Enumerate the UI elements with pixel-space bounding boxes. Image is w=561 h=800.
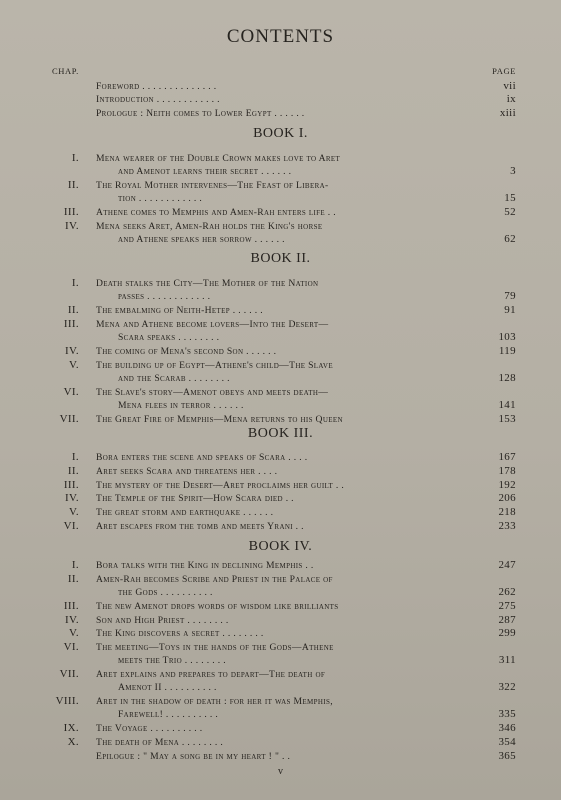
entry-title	[96, 318, 468, 344]
entry-page: 128	[498, 371, 516, 384]
entry-page: ix	[506, 93, 516, 106]
chapter-entry	[48, 722, 516, 735]
entry-page: 178	[498, 464, 516, 477]
entry-page: 62	[504, 232, 516, 245]
entry-title	[96, 277, 468, 303]
entry-page: 79	[504, 290, 516, 303]
chapter-entry	[48, 614, 516, 627]
chapter-number: VII.	[59, 412, 79, 425]
entry-title-line: The new Amenot drops words of wisdom like brilliants	[96, 600, 339, 612]
entry-title-line: The Voyage . . . . . . . . . .	[96, 723, 203, 735]
chapter-number: IV.	[65, 492, 79, 505]
entry-page: 262	[498, 585, 516, 598]
entry-page: 206	[498, 492, 516, 505]
chapter-entry	[48, 386, 516, 412]
entry-title-line: The Temple of the Spirit—How Scara died . .	[96, 493, 294, 505]
entry-title-line: and Amenot learns their secret . . . . . .	[118, 166, 292, 178]
chapter-entry	[48, 413, 516, 426]
entry-title	[96, 107, 468, 120]
chapter-entry	[48, 179, 516, 205]
chapter-number: I.	[71, 277, 79, 289]
chapter-entry	[48, 359, 516, 385]
entry-title-line: Aret seeks Scara and threatens her . . . .	[96, 465, 278, 477]
entry-title	[96, 479, 468, 492]
entry-title	[96, 413, 468, 426]
entry-title-line: Death stalks the City—The Mother of the Nation	[96, 278, 319, 289]
chapter-number: VIII.	[55, 695, 79, 708]
entry-page: 218	[498, 506, 516, 519]
entry-title-line: and the Scarab . . . . . . . .	[118, 372, 230, 384]
entry-title	[96, 152, 468, 178]
book-heading: BOOK IV.	[248, 539, 313, 554]
chapter-entry	[48, 304, 516, 317]
entry-title	[96, 506, 468, 519]
entry-title	[96, 641, 468, 667]
entry-page: 354	[498, 736, 516, 748]
entry-page: 192	[498, 478, 516, 491]
page-number: v	[278, 766, 283, 777]
entry-page: 275	[498, 599, 516, 612]
entry-page: 233	[498, 520, 516, 532]
chapter-entry	[48, 277, 516, 303]
entry-title-line: Epilogue : " May a song be in my heart ! " . .	[96, 750, 291, 762]
entry-page: 299	[498, 627, 516, 640]
entry-title-line: The mystery of the Desert—Aret proclaims her guilt . .	[96, 479, 345, 491]
entry-title-line: Bora talks with the King in declining Memphis . .	[96, 560, 314, 571]
entry-title	[96, 465, 468, 478]
chapter-number: II.	[67, 464, 79, 477]
entry-page: vii	[503, 80, 516, 92]
entry-title-line: Mena seeks Aret, Amen-Rah holds the King's horse	[96, 220, 323, 232]
entry-title	[96, 573, 468, 599]
entry-page: 153	[498, 412, 516, 425]
entry-title-line: The great storm and earthquake . . . . . .	[96, 507, 274, 519]
chapter-entry	[48, 506, 516, 519]
chapter-number: VI.	[63, 641, 79, 654]
chapter-entry	[48, 520, 516, 533]
entry-title	[96, 345, 468, 358]
entry-title	[96, 492, 468, 505]
entry-title	[96, 359, 468, 385]
entry-page: 119	[498, 344, 516, 357]
chapter-entry	[48, 695, 516, 721]
chapter-number: III.	[63, 599, 79, 612]
entry-title-line: Son and High Priest . . . . . . . .	[96, 614, 229, 626]
chapter-number: IX.	[63, 722, 79, 735]
chapter-number: IV.	[65, 344, 79, 357]
chapter-number: I.	[71, 559, 79, 571]
entry-title-line: Introduction . . . . . . . . . . . .	[96, 94, 220, 106]
entry-page: 365	[498, 749, 516, 762]
entry-title	[96, 750, 468, 763]
chapter-number: II.	[67, 572, 79, 585]
chapter-number: X.	[67, 736, 79, 748]
chapter-entry	[48, 559, 516, 572]
entry-title-line: The King discovers a secret . . . . . . . .	[96, 628, 264, 640]
chapter-entry	[48, 206, 516, 219]
page-column-header: PAGE	[492, 66, 516, 76]
entry-page: 103	[498, 330, 516, 343]
entry-title-line: Aret in the shadow of death : for her it was Memphis,	[96, 696, 333, 708]
entry-page: 141	[498, 398, 516, 411]
chapter-number: III.	[63, 317, 79, 330]
entry-title-line: The death of Mena . . . . . . . .	[96, 737, 224, 748]
chapter-entry	[48, 573, 516, 599]
entry-title-line: Mena and Athene become lovers—Into the Desert—	[96, 318, 329, 330]
book-heading: BOOK II.	[250, 251, 311, 266]
chapter-entry	[48, 641, 516, 667]
entry-title	[96, 80, 468, 93]
entry-title-line: The meeting—Toys in the hands of the Gods—Athene	[96, 642, 334, 654]
chap-column-header: CHAP.	[52, 66, 79, 76]
entry-title-line: The Royal Mother intervenes—The Feast of Libera-	[96, 180, 329, 191]
chapter-entry	[48, 736, 516, 749]
entry-title-line: Mena flees in terror . . . . . .	[118, 399, 244, 411]
entry-title	[96, 93, 468, 106]
entry-title	[96, 559, 468, 572]
entry-title	[96, 386, 468, 412]
entry-title-line: The embalming of Neith-Hetep . . . . . .	[96, 305, 263, 316]
chapter-entry	[48, 479, 516, 492]
entry-title-line: Amen-Rah becomes Scribe and Priest in the Palace of	[96, 573, 333, 585]
entry-title-line: Athene comes to Memphis and Amen-Rah enters life . .	[96, 207, 337, 218]
entry-title	[96, 627, 468, 640]
chapter-entry	[48, 220, 516, 246]
entry-title	[96, 695, 468, 721]
entry-title	[96, 736, 468, 749]
entry-title-line: Prologue : Neith comes to Lower Egypt . . . . . .	[96, 107, 305, 119]
chapter-entry	[48, 627, 516, 640]
entry-page: xiii	[499, 106, 516, 119]
entry-title	[96, 206, 468, 219]
entry-title-line: the Gods . . . . . . . . . .	[118, 587, 213, 598]
chapter-number: V.	[69, 627, 79, 640]
entry-page: 322	[498, 681, 516, 694]
entry-title-line: tion . . . . . . . . . . . .	[118, 193, 203, 205]
chapter-number: IV.	[65, 613, 79, 626]
entry-title-line: meets the Trio . . . . . . . .	[118, 655, 226, 667]
entry-title	[96, 520, 468, 533]
entry-title-line: Foreword . . . . . . . . . . . . . .	[96, 81, 217, 92]
entry-title-line: and Athene speaks her sorrow . . . . . .	[118, 234, 285, 245]
chapter-entry	[48, 345, 516, 358]
entry-title	[96, 722, 468, 735]
chapter-entry	[48, 600, 516, 613]
entry-title	[96, 668, 468, 694]
entry-page: 247	[498, 559, 516, 571]
chapter-number: I.	[71, 451, 79, 463]
chapter-entry	[48, 318, 516, 344]
chapter-number: II.	[67, 179, 79, 191]
chapter-number: III.	[63, 478, 79, 491]
chapter-number: II.	[67, 304, 79, 316]
entry-page: 91	[504, 304, 516, 316]
chapter-number: III.	[63, 206, 79, 218]
entry-page: 335	[498, 708, 516, 721]
entry-title-line: Aret explains and prepares to depart—The death of	[96, 669, 326, 681]
chapter-number: I.	[71, 152, 79, 164]
entry-page: 3	[510, 165, 516, 178]
entry-title	[96, 304, 468, 317]
chapter-entry	[48, 152, 516, 178]
chapter-number: V.	[69, 358, 79, 371]
chapter-number: VI.	[63, 520, 79, 532]
entry-title-line: Bora enters the scene and speaks of Scara . . . .	[96, 452, 308, 463]
chapter-number: IV.	[65, 219, 79, 232]
entry-page: 311	[498, 654, 516, 667]
entry-title-line: Scara speaks . . . . . . . .	[118, 332, 220, 343]
entry-page: 167	[498, 451, 516, 463]
entry-title-line: Farewell! . . . . . . . . . .	[118, 709, 219, 721]
entry-title-line: Amenot II . . . . . . . . . .	[118, 682, 217, 694]
entry-title-line: The building up of Egypt—Athene's child—The Slave	[96, 359, 333, 371]
entry-title	[96, 600, 468, 613]
entry-page: 287	[498, 613, 516, 626]
entry-title	[96, 451, 468, 464]
entry-title-line: The coming of Mena's second Son . . . . . .	[96, 345, 277, 357]
entry-title-line: The Slave's story—Amenot obeys and meets death—	[96, 386, 329, 398]
entry-title	[96, 220, 468, 246]
chapter-number: V.	[69, 506, 79, 519]
entry-title	[96, 614, 468, 627]
front-matter-item	[48, 80, 516, 93]
chapter-entry	[48, 750, 516, 763]
entry-title-line: The Great Fire of Memphis—Mena returns to his Queen	[96, 413, 343, 425]
entry-page: 52	[504, 206, 516, 218]
chapter-entry	[48, 451, 516, 464]
front-matter-item	[48, 107, 516, 120]
chapter-number: VI.	[63, 385, 79, 398]
book-heading: BOOK I.	[253, 126, 308, 141]
entry-title-line: Aret escapes from the tomb and meets Yrani . .	[96, 521, 304, 532]
entry-page: 346	[498, 722, 516, 735]
chapter-entry	[48, 668, 516, 694]
page-title: CONTENTS	[226, 26, 335, 47]
entry-title-line: Mena wearer of the Double Crown makes love to Aret	[96, 153, 341, 164]
entry-title-line: passes . . . . . . . . . . . .	[118, 291, 211, 303]
book-heading: BOOK III.	[247, 426, 314, 441]
chapter-number: VII.	[59, 668, 79, 681]
entry-title	[96, 179, 468, 205]
entry-page: 15	[504, 192, 516, 205]
front-matter-item	[48, 93, 516, 106]
chapter-entry	[48, 465, 516, 478]
chapter-entry	[48, 492, 516, 505]
